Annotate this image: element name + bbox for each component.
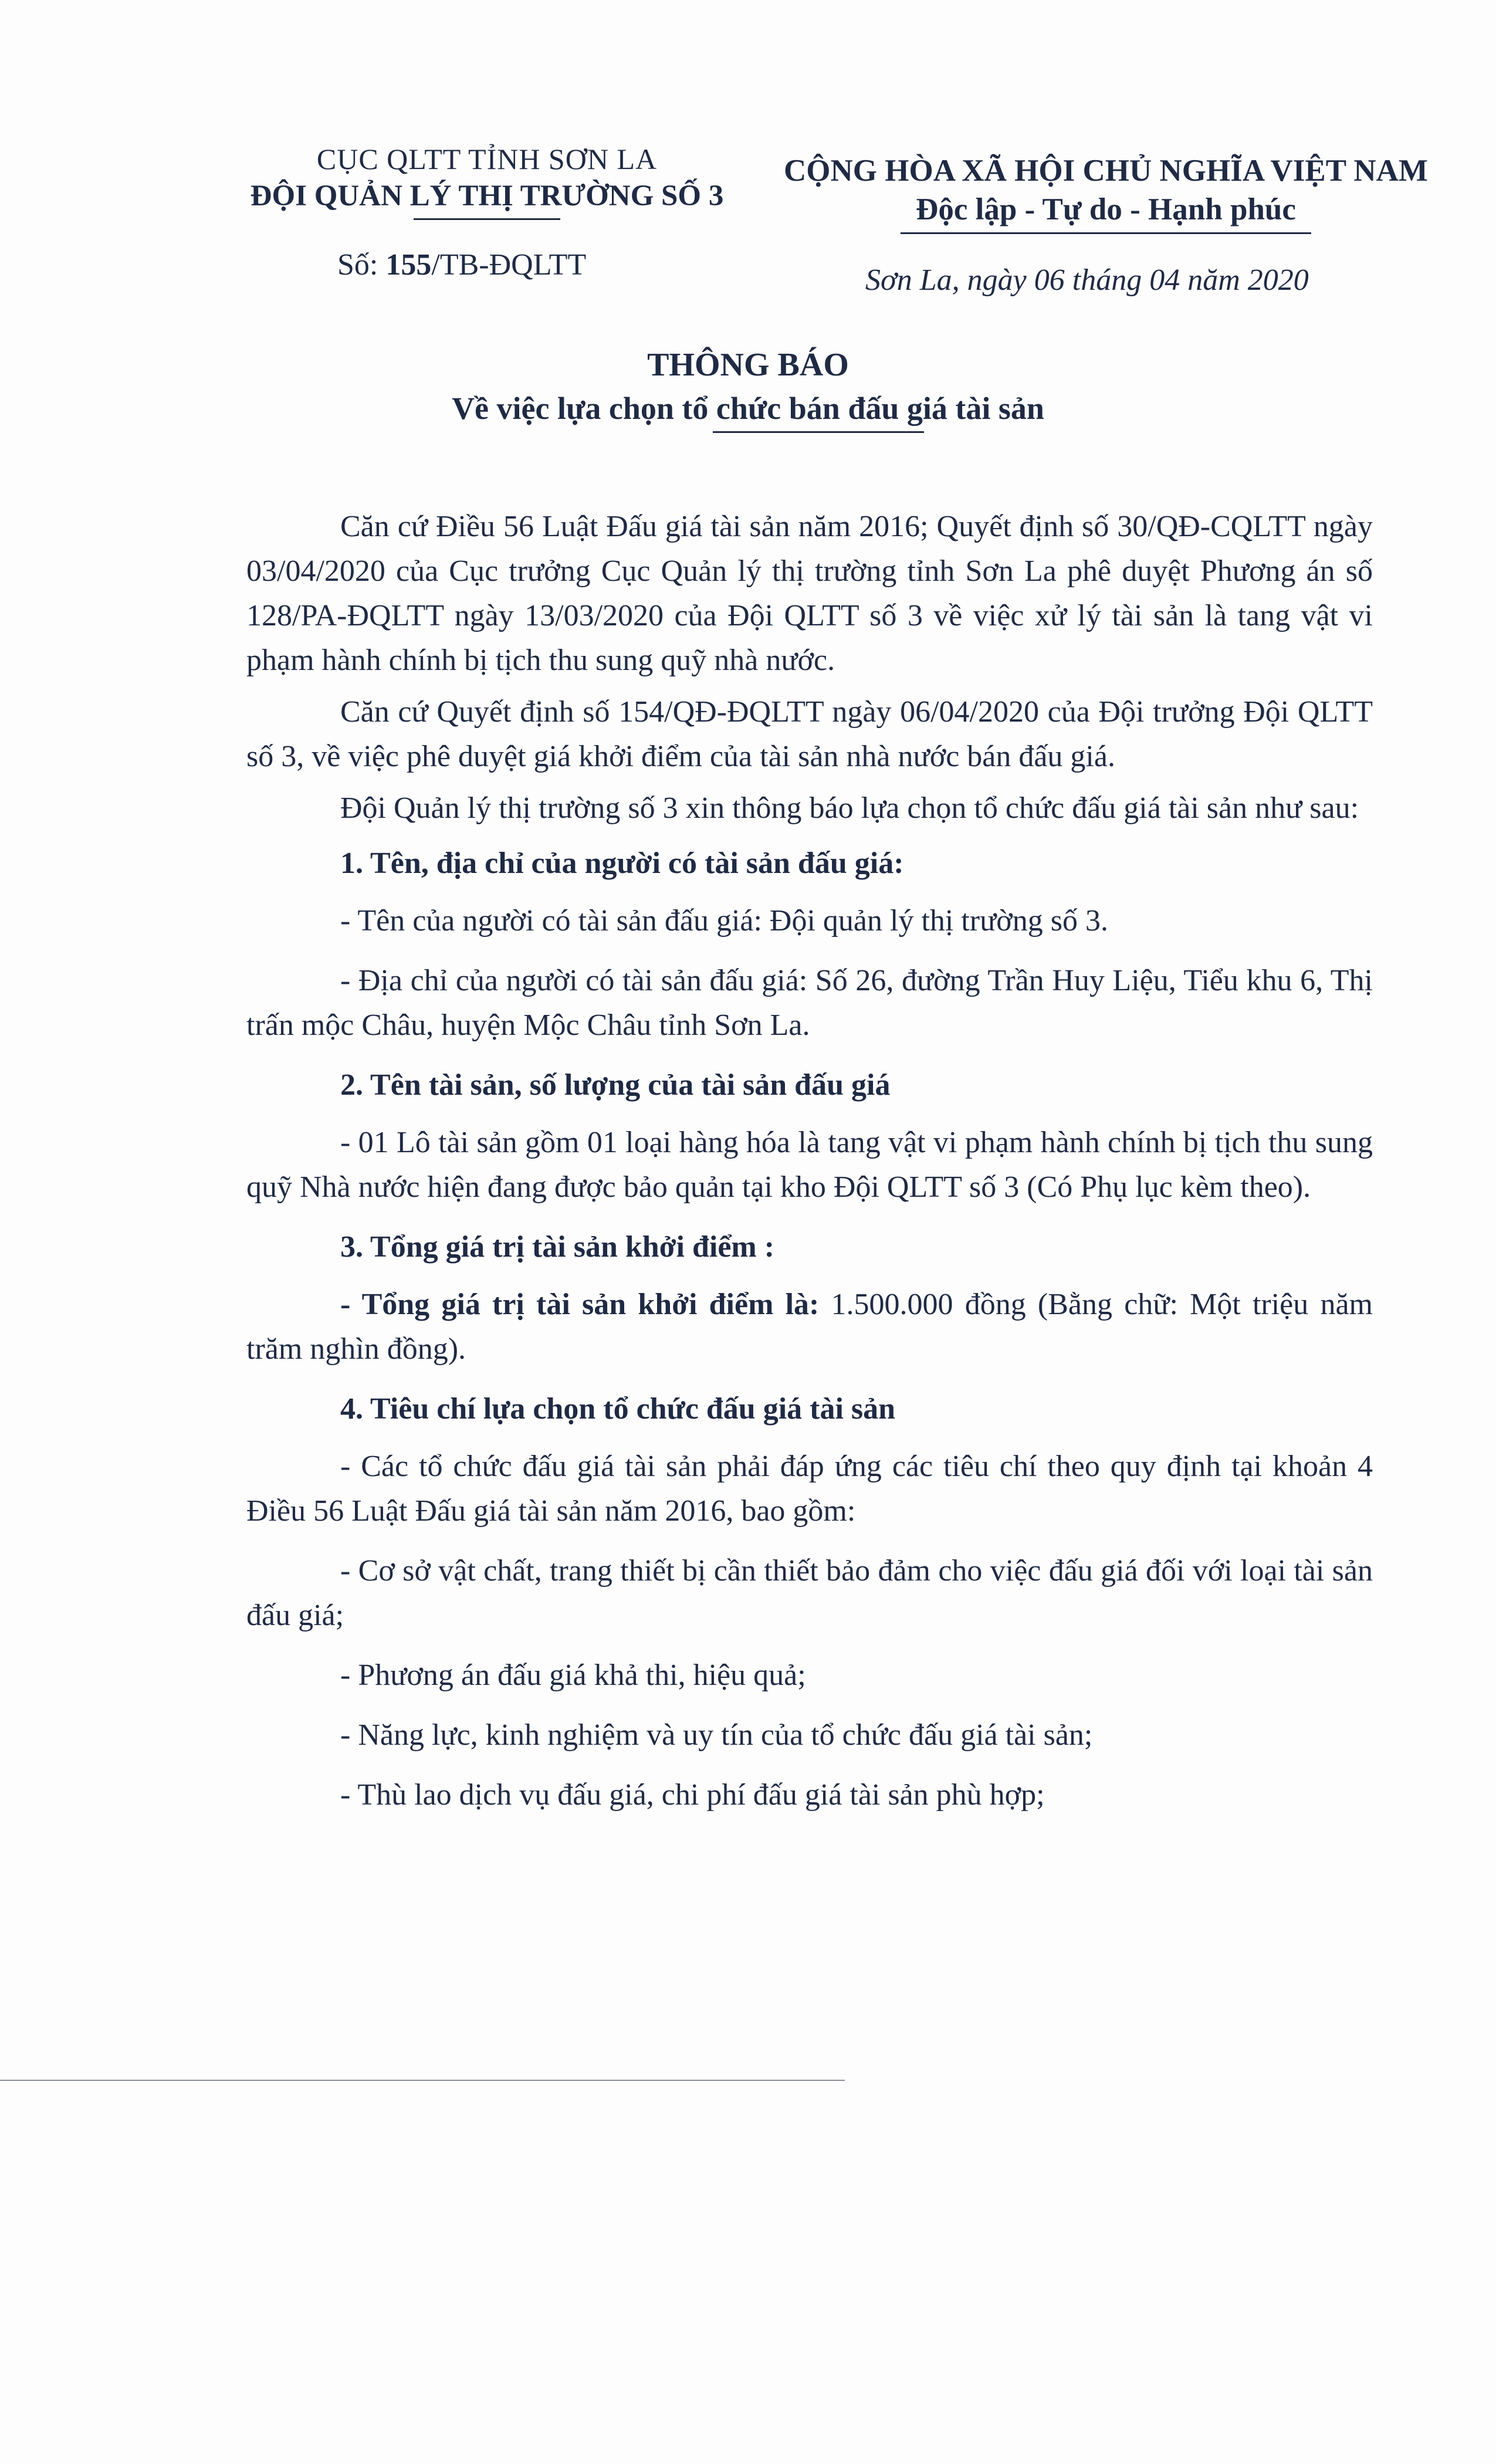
section-1-owner-address: - Địa chỉ của người có tài sản đấu giá: Số 26, đường Trần Huy Liệu, Tiểu khu 6, Thị trấn mộc Châu, huyện Mộc Châu tỉnh Sơn La. [246, 964, 1373, 1042]
document-title: THÔNG BÁO [647, 347, 849, 383]
document-number-value: 155 [385, 248, 432, 282]
starting-value-amount: 1.500.000 đồng (Bằng chữ: Một triệu năm trăm nghìn đồng). [246, 1288, 1373, 1366]
document-number [337, 248, 586, 282]
document-subtitle: Về việc lựa chọn tổ chức bán đấu giá tài sản [452, 391, 1044, 426]
document-number-suffix: /TB-ĐQLTT [431, 248, 587, 282]
paragraph-legal-basis-2: Căn cứ Quyết định số 154/QĐ-ĐQLTT ngày 06/04/2020 của Đội trưởng Đội QLTT số 3, về việc phê duyệt giá khởi điểm của tài sản nhà nước bán đấu giá. [246, 695, 1373, 773]
issuing-unit: ĐỘI QUẢN LÝ THỊ TRƯỜNG SỐ 3 [250, 180, 724, 212]
document-body [246, 505, 1373, 1833]
section-4-criteria-intro: - Các tổ chức đấu giá tài sản phải đáp ứng các tiêu chí theo quy định tại khoản 4 Điều 56 Luật Đấu giá tài sản năm 2016, bao gồm: [246, 1450, 1373, 1528]
agency-underline [414, 218, 560, 220]
section-2-heading: 2. Tên tài sản, số lượng của tài sản đấu giá [340, 1068, 891, 1102]
section-4-heading: 4. Tiêu chí lựa chọn tổ chức đấu giá tài sản [340, 1392, 896, 1426]
national-motto: Độc lập - Tự do - Hạnh phúc [916, 192, 1296, 226]
section-4-criterion-capacity: - Năng lực, kinh nghiệm và uy tín của tổ chức đấu giá tài sản; [340, 1718, 1093, 1752]
section-4-criterion-plan: - Phương án đấu giá khả thi, hiệu quả; [340, 1659, 806, 1692]
national-title: CỘNG HÒA XÃ HỘI CHỦ NGHĨA VIỆT NAM [784, 154, 1428, 188]
section-1-owner-name: - Tên của người có tài sản đấu giá: Đội quản lý thị trường số 3. [340, 904, 1109, 937]
section-4-criterion-fees: - Thù lao dịch vụ đấu giá, chi phí đấu giá tài sản phù hợp; [340, 1778, 1045, 1812]
subtitle-underline [713, 431, 924, 433]
starting-value-label: - Tổng giá trị tài sản khởi điểm là: [340, 1288, 820, 1321]
document-number-prefix: Số: [337, 248, 386, 282]
paragraph-announcement: Đội Quản lý thị trường số 3 xin thông báo lựa chọn tổ chức đấu giá tài sản như sau: [340, 791, 1359, 825]
motto-underline [901, 232, 1311, 234]
section-3-starting-value [246, 1282, 1373, 1372]
scan-bottom-line [0, 2080, 845, 2081]
section-4-criterion-facilities: - Cơ sở vật chất, trang thiết bị cần thiết bảo đảm cho việc đấu giá đối với loại tài sản đấu giá; [246, 1554, 1373, 1632]
paragraph-legal-basis-1: Căn cứ Điều 56 Luật Đấu giá tài sản năm 2016; Quyết định số 30/QĐ-CQLTT ngày 03/04/2020 của Cục trưởng Cục Quản lý thị trường tỉnh Sơn La phê duyệt Phương án số 128/PA-ĐQLTT ngày 13/03/2020 của Đội QLTT số 3 về việc xử lý tài sản là tang vật vi phạm hành chính bị tịch thu sung quỹ nhà nước. [246, 510, 1373, 677]
place-and-date: Sơn La, ngày 06 tháng 04 năm 2020 [865, 263, 1309, 297]
section-1-heading: 1. Tên, địa chỉ của người có tài sản đấu giá: [340, 847, 904, 880]
parent-agency: CỤC QLTT TỈNH SƠN LA [316, 143, 658, 175]
section-3-heading: 3. Tổng giá trị tài sản khởi điểm : [340, 1230, 775, 1264]
issuing-agency-block [194, 141, 780, 220]
national-motto-block [766, 151, 1446, 234]
section-2-asset-description: - 01 Lô tài sản gồm 01 loại hàng hóa là tang vật vi phạm hành chính bị tịch thu sung quỹ Nhà nước hiện đang được bảo quản tại kho Đội QLTT số 3 (Có Phụ lục kèm theo). [246, 1126, 1373, 1204]
